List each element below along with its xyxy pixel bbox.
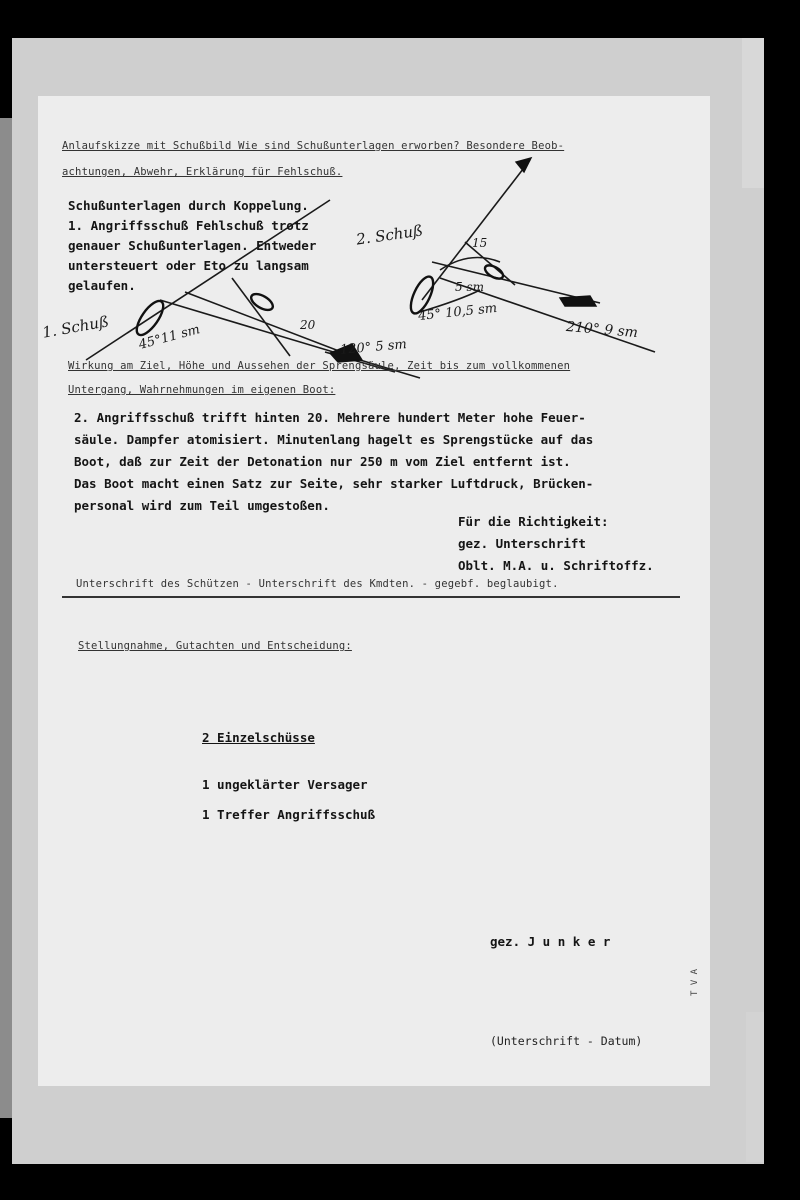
handwritten-shot2-label: 2. Schuß [355,221,425,249]
firing-note-line: gelaufen. [68,278,136,293]
effect-text-line: säule. Dampfer atomisiert. Minutenlang hagelt es Sprengstücke auf das [74,432,594,447]
section-divider [62,596,680,598]
effect-text-line: personal wird zum Teil umgestoßen. [74,498,330,513]
handwritten-angle2: 45° 10,5 sm [417,300,498,325]
handwritten-angle1: 45°11 sm [137,322,202,353]
certification-line: Oblt. M.A. u. Schriftoffz. [458,558,654,573]
target-marker-2 [483,263,505,282]
decision-header: Stellungnahme, Gutachten und Entscheidung: [78,640,352,652]
firing-note-line: genauer Schußunterlagen. Entweder [68,238,317,253]
handwritten-bearing2: 210° 9 sm [565,318,639,342]
arrow-head [516,158,531,172]
effect-text-line: 2. Angriffsschuß trifft hinten 20. Mehrere hundert Meter hohe Feuer- [74,410,586,425]
ship-silhouette-2 [560,296,596,306]
effect-text-line: Boot, daß zur Zeit der Detonation nur 250 m vom Ziel entfernt ist. [74,454,571,469]
handwritten-bearing1: 120° 5 sm [339,337,408,358]
firing-note-line: untersteuert oder Eto zu langsam [68,258,309,273]
sketch-course-line [86,200,330,360]
firing-note-line: 1. Angriffsschuß Fehlschuß trotz [68,218,309,233]
handwritten-dist2: 5 sm [455,280,484,294]
effect-text-line: Das Boot macht einen Satz zur Seite, sehr starker Luftdruck, Brücken- [74,476,594,491]
certification-line: Für die Richtigkeit: [458,514,609,529]
sketch-header-line2: achtungen, Abwehr, Erklärung für Fehlschuß. [62,166,343,178]
handwritten-speed1: 20 [300,318,316,332]
effect-header-line1: Wirkung am Ziel, Höhe und Aussehen der Sprengsäule, Zeit bis zum vollkommenen [68,360,571,372]
sketch-course-line [232,278,290,356]
signature-caption: Unterschrift des Schützen - Unterschrift des Kmdten. - gegebf. beglaubigt. [76,578,559,590]
target-marker-1 [249,291,276,313]
sketch-header-line1: Anlaufskizze mit Schußbild Wie sind Schußunterlagen erworben? Besondere Beob- [62,140,565,152]
sketch-course-line [185,292,352,356]
handwritten-speed2: 15 [472,236,488,250]
margin-mark: T V A [690,968,700,996]
footer-label: (Unterschrift - Datum) [490,1034,643,1048]
sketch-course-line [422,160,530,300]
firing-note-line: Schußunterlagen durch Koppelung. [68,198,309,213]
handwritten-shot1-label: 1. Schuß [40,312,111,342]
effect-header-line2: Untergang, Wahrnehmungen im eigenen Boot: [68,384,336,396]
decision-item: 1 Treffer Angriffsschuß [202,807,376,822]
certification-line: gez. Unterschrift [458,536,586,551]
signature-junker: gez. J u n k e r [490,934,611,949]
decision-item: 1 ungeklärter Versager [202,777,368,792]
decision-heading: 2 Einzelschüsse [202,730,315,745]
